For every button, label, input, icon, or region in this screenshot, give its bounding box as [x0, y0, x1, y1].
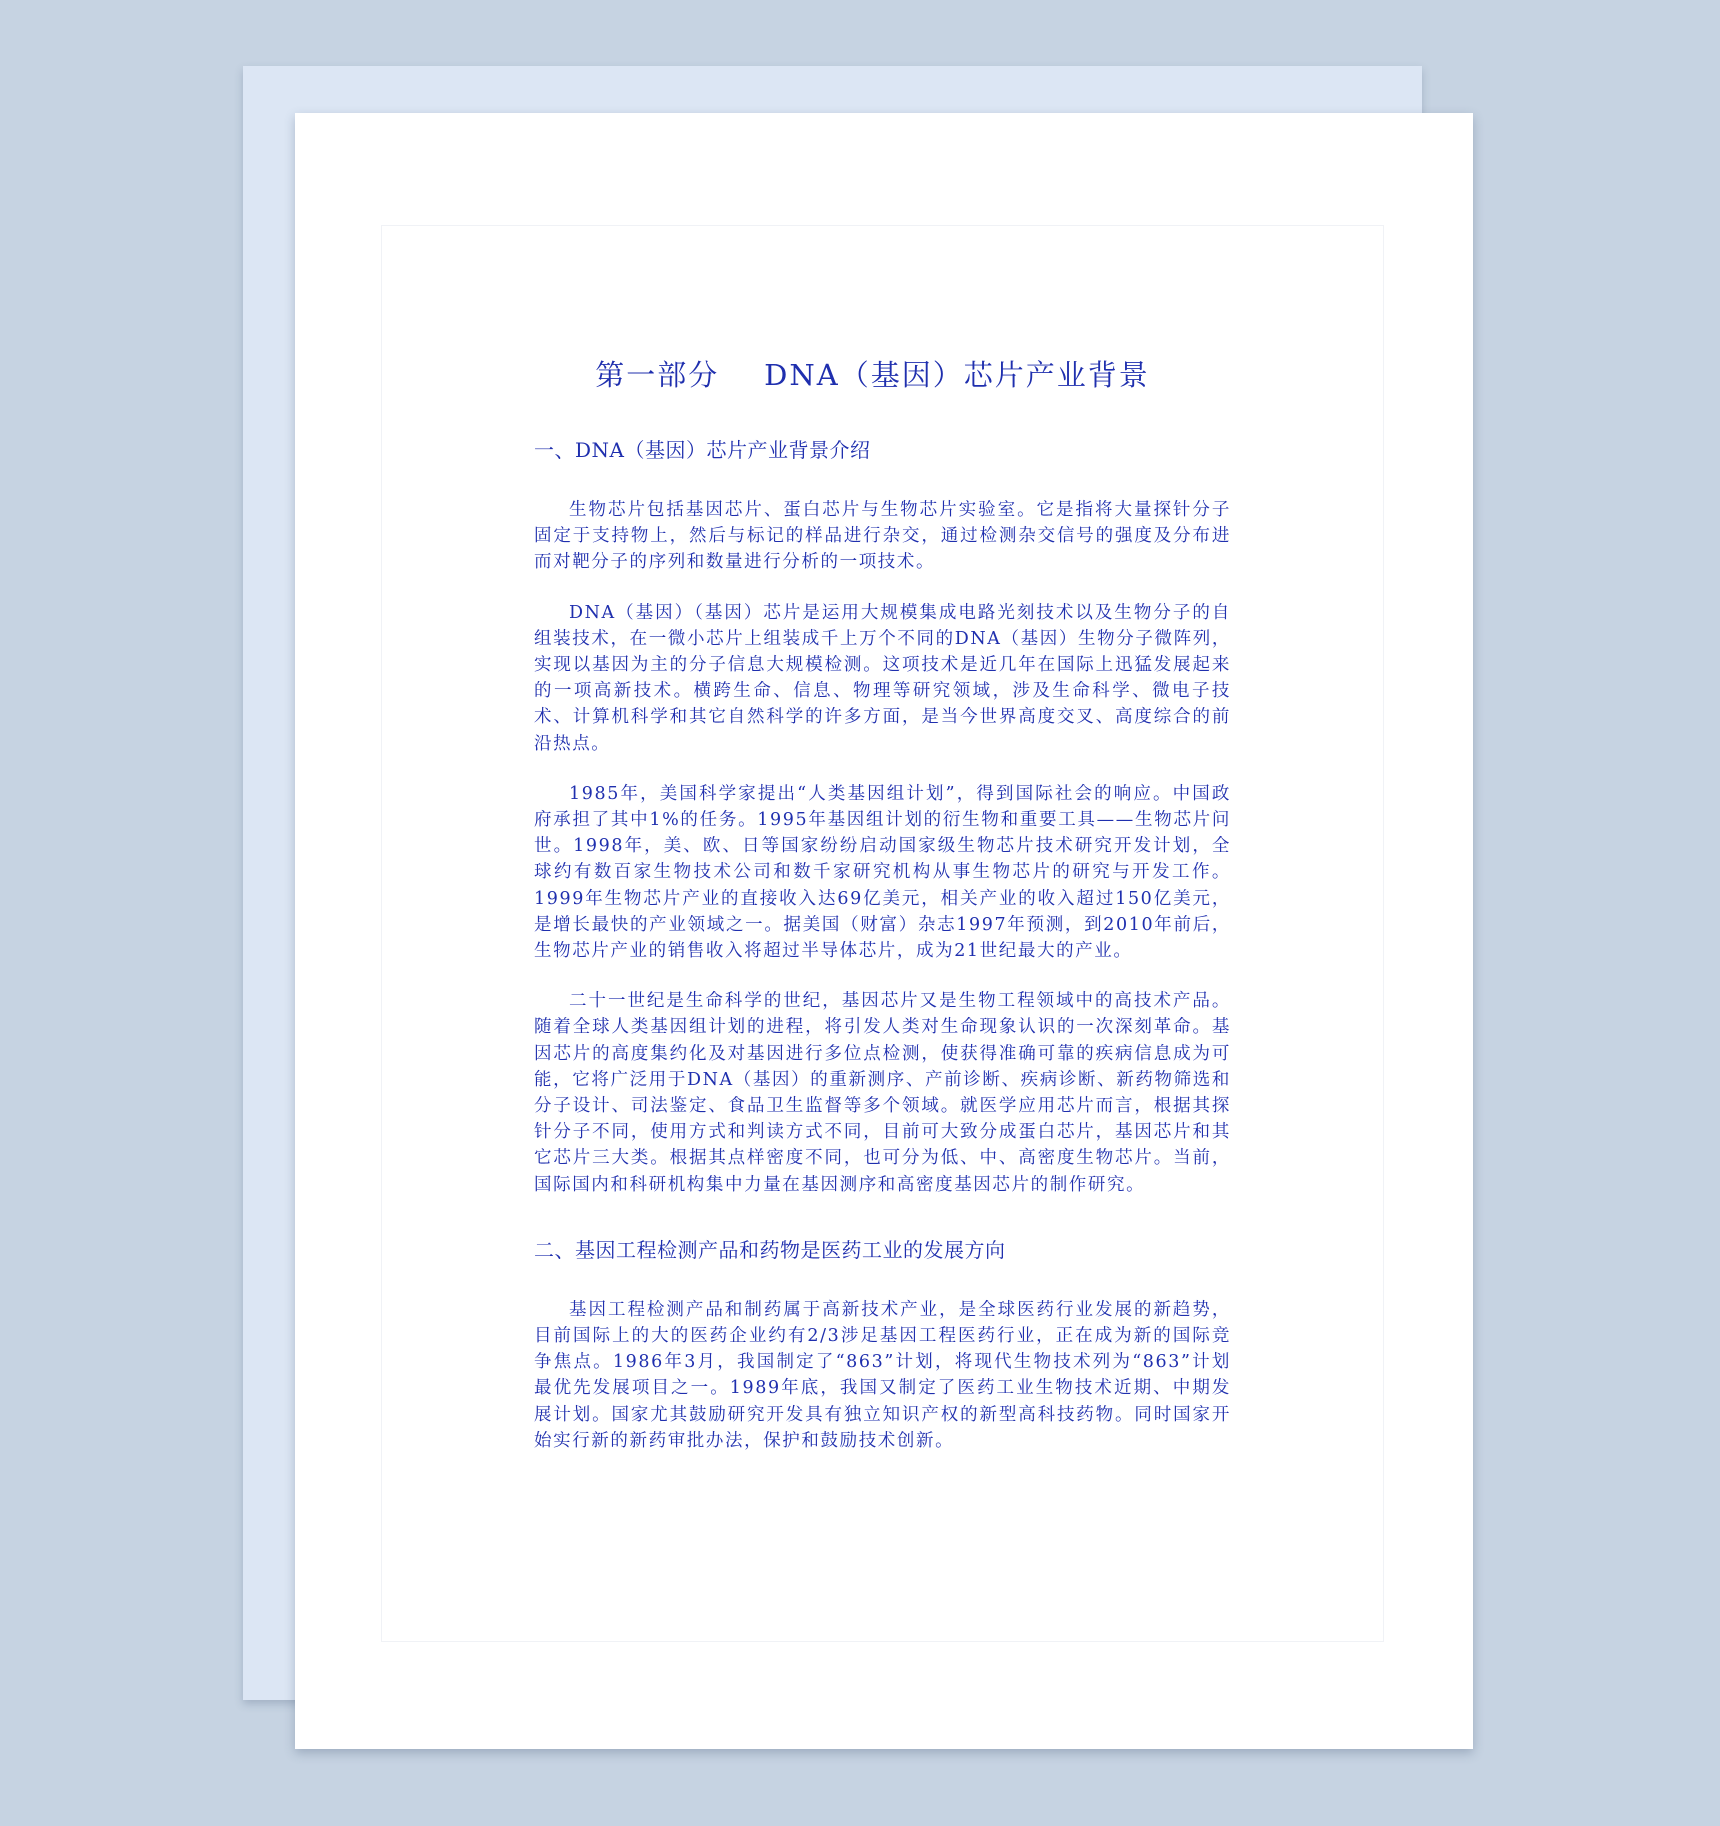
section-heading: 一、DNA（基因）芯片产业背景介绍: [534, 438, 871, 462]
paragraph: DNA（基因）（基因）芯片是运用大规模集成电路光刻技术以及生物分子的自组装技术，在一微小芯片上组装成千上万个不同的DNA（基因）生物分子微阵列，实现以基因为主的分子信息大规模检测。这项技术是近几年在国际上迅猛发展起来的一项高新技术。横跨生命、信息、物理等研究领域，涉及生命科学、微电子技术、计算机科学和其它自然科学的许多方面，是当今世界高度交叉、高度综合的前沿热点。: [534, 602, 1231, 754]
document-page: [295, 113, 1473, 1749]
paragraph: 生物芯片包括基因芯片、蛋白芯片与生物芯片实验室。它是指将大量探针分子固定于支持物上，然后与标记的样品进行杂交，通过检测杂交信号的强度及分布进而对靶分子的序列和数量进行分析的一项技术。: [534, 500, 1231, 573]
paragraph: 二十一世纪是生命科学的世纪，基因芯片又是生物工程领域中的高技术产品。随着全球人类基因组计划的进程，将引发人类对生命现象认识的一次深刻革命。基因芯片的高度集约化及对基因进行多位点检测，使获得准确可靠的疾病信息成为可能，它将广泛用于DNA（基因）的重新测序、产前诊断、疾病诊断、新药物筛选和分子设计、司法鉴定、食品卫生监督等多个领域。就医学应用芯片而言，根据其探针分子不同，使用方式和判读方式不同，目前可大致分成蛋白芯片，基因芯片和其它芯片三大类。根据其点样密度不同，也可分为低、中、高密度生物芯片。当前，国际国内和科研机构集中力量在基因测序和高密度基因芯片的制作研究。: [534, 991, 1231, 1195]
document-content: [534, 353, 1231, 1478]
section-heading: 二、基因工程检测产品和药物是医药工业的发展方向: [534, 1237, 1006, 1262]
paragraph: 1985年，美国科学家提出“人类基因组计划”，得到国际社会的响应。中国政府承担了其中1%的任务。1995年基因组计划的衍生物和重要工具——生物芯片问世。1998年，美、欧、日等国家纷纷启动国家级生物芯片技术研究开发计划，全球约有数百家生物技术公司和数千家研究机构从事生物芯片的研究与开发工作。1999年生物芯片产业的直接收入达69亿美元，相关产业的收入超过150亿美元，是增长最快的产业领域之一。据美国（财富）杂志1997年预测，到2010年前后，生物芯片产业的销售收入将超过半导体芯片，成为21世纪最大的产业。: [534, 783, 1231, 962]
document-title: 第一部分 DNA（基因）芯片产业背景: [595, 358, 1150, 392]
paragraph: 基因工程检测产品和制药属于高新技术产业，是全球医药行业发展的新趋势，目前国际上的大的医药企业约有2/3涉足基因工程医药行业，正在成为新的国际竞争焦点。1986年3月，我国制定了“863”计划，将现代生物技术列为“863”计划最优先发展项目之一。1989年底，我国又制定了医药工业生物技术近期、中期发展计划。国家尤其鼓励研究开发具有独立知识产权的新型高科技药物。同时国家开始实行新的新药审批办法，保护和鼓励技术创新。: [534, 1299, 1231, 1451]
